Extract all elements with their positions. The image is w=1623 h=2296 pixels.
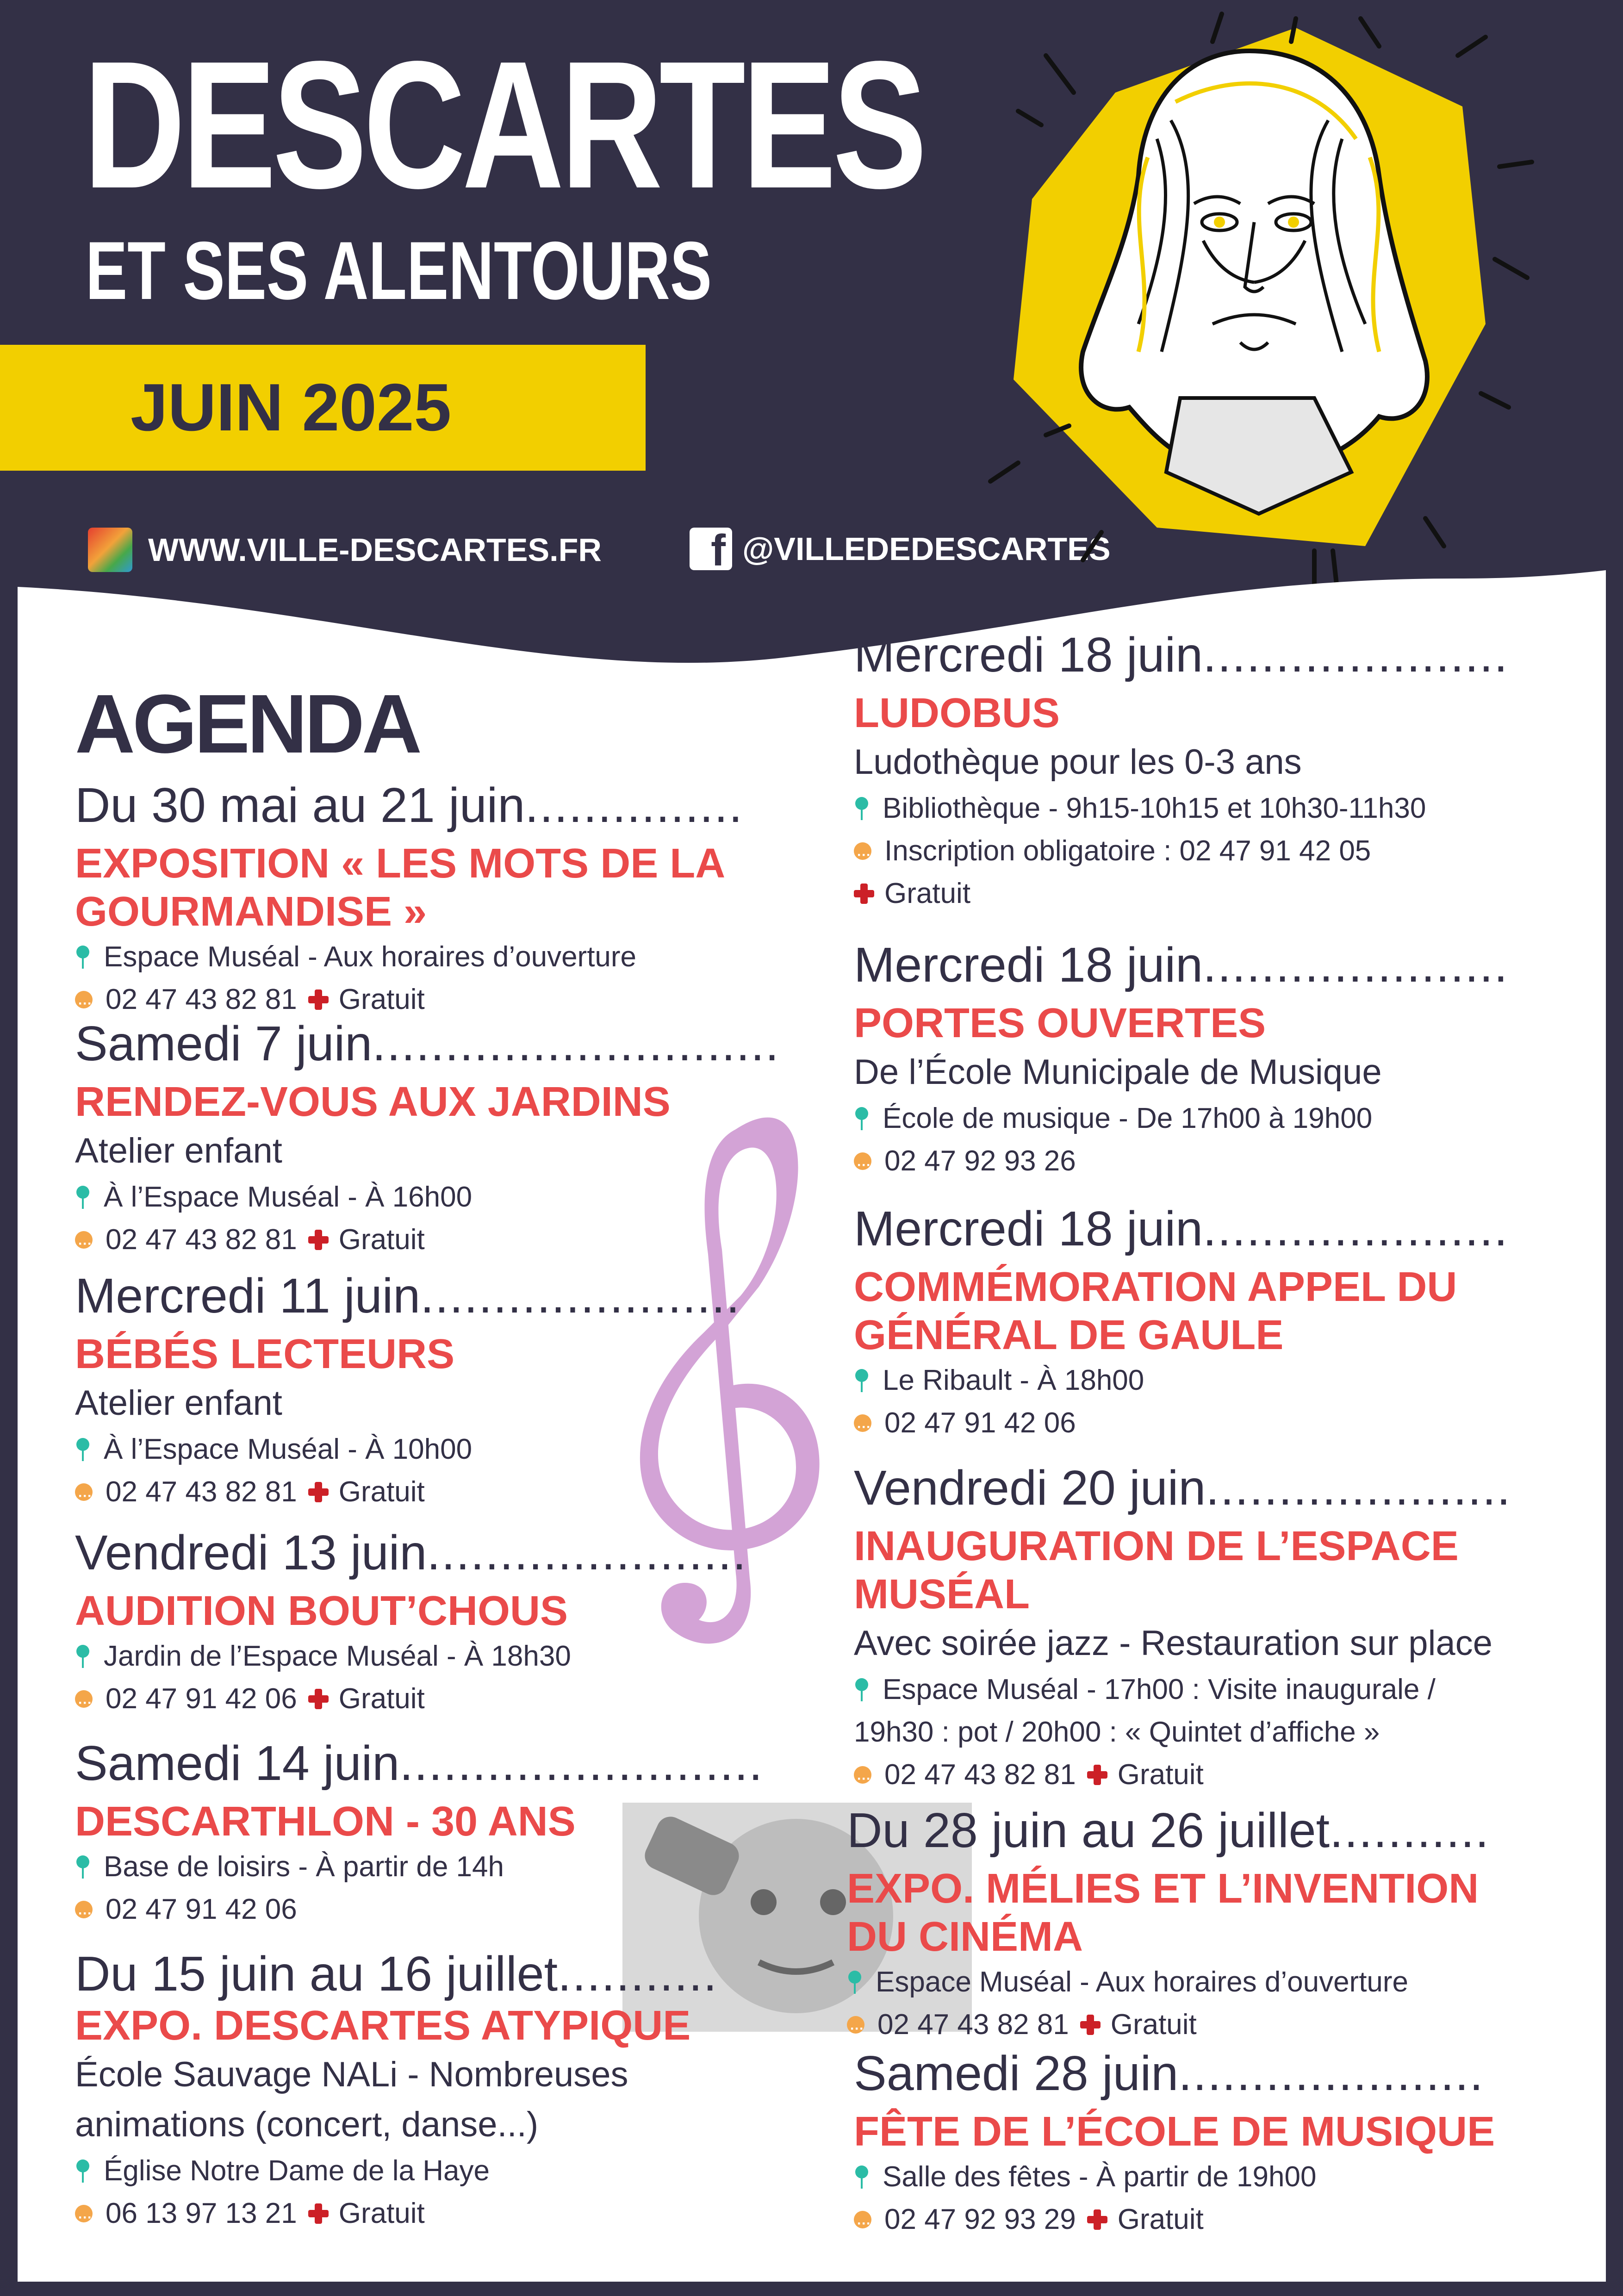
location-pin-icon — [854, 1107, 870, 1130]
event-desc: École Sauvage NALi - Nombreuses animations (concert, danse...) — [75, 2055, 628, 2144]
phone-icon — [75, 1231, 93, 1249]
event-phone: 06 13 97 13 21 — [106, 2197, 297, 2229]
location-pin-icon — [75, 1855, 91, 1879]
phone-icon — [854, 2211, 871, 2228]
event-place: Espace Muséal - Aux horaires d’ouverture — [104, 941, 637, 973]
free-cross-icon — [308, 1482, 329, 1502]
dot-leader: ..................... — [1206, 1461, 1511, 1515]
event-desc: Atelier enfant — [75, 1131, 282, 1170]
event-date: Du 28 juin au 26 juillet — [847, 1803, 1330, 1858]
event-title: BÉBÉS LECTEURS — [75, 1331, 455, 1377]
dot-leader: ...................... — [420, 1269, 741, 1323]
phone-icon — [854, 1152, 871, 1170]
phone-icon — [75, 1483, 93, 1501]
event-left-2 — [75, 1016, 815, 1261]
event-place: Salle des fêtes - À partir de 19h00 — [883, 2161, 1317, 2193]
event-date: Vendredi 13 juin — [75, 1525, 427, 1580]
event-date: Mercredi 11 juin — [75, 1269, 421, 1323]
event-left-4 — [75, 1525, 815, 1720]
event-phone: 02 47 43 82 81 — [106, 1476, 297, 1508]
event-phone: 02 47 91 42 06 — [106, 1893, 297, 1925]
event-title: LUDOBUS — [854, 690, 1060, 736]
event-phone: 02 47 91 42 06 — [884, 1407, 1076, 1439]
event-phone: 02 47 91 42 06 — [106, 1683, 297, 1715]
event-title: INAUGURATION DE L’ESPACE MUSÉAL — [854, 1523, 1459, 1618]
event-phone: 02 47 43 82 81 — [106, 983, 297, 1015]
event-place: Bibliothèque - 9h15-10h15 et 10h30-11h30 — [883, 792, 1426, 824]
location-pin-icon — [847, 1971, 863, 1994]
event-date: Samedi 28 juin — [854, 2046, 1179, 2101]
location-pin-icon — [854, 2165, 870, 2189]
phone-icon — [75, 991, 93, 1008]
location-pin-icon — [854, 1678, 870, 1701]
event-place: École de musique - De 17h00 à 19h00 — [883, 1102, 1373, 1134]
facebook-text: @VILLEDEDESCARTES — [742, 531, 1111, 567]
dot-leader: ......................... — [399, 1736, 764, 1791]
event-title: EXPO. MÉLIES ET L’INVENTION DU CINÉMA — [847, 1866, 1479, 1960]
dot-leader: ............... — [525, 778, 744, 833]
phone-icon — [854, 1766, 871, 1784]
location-pin-icon — [75, 1645, 91, 1668]
event-title: COMMÉMORATION APPEL DU GÉNÉRAL DE GAULE — [854, 1264, 1457, 1358]
event-right-6 — [854, 2046, 1594, 2241]
location-pin-icon — [75, 2159, 91, 2183]
phone-icon — [847, 2016, 864, 2034]
event-title: PORTES OUVERTES — [854, 1000, 1266, 1046]
event-desc: Atelier enfant — [75, 1383, 282, 1423]
event-date: Du 30 mai au 21 juin — [75, 778, 525, 833]
event-title: AUDITION BOUT’CHOUS — [75, 1588, 568, 1634]
free-cross-icon — [1087, 2209, 1107, 2230]
event-place: Jardin de l’Espace Muséal - À 18h30 — [104, 1640, 571, 1672]
event-free: Gratuit — [338, 1224, 425, 1256]
dot-leader: ........... — [1330, 1803, 1490, 1858]
event-title: FÊTE DE L’ÉCOLE DE MUSIQUE — [854, 2109, 1495, 2155]
event-place: Le Ribault - À 18h00 — [883, 1364, 1144, 1396]
event-phone: Inscription obligatoire : 02 47 91 42 05 — [884, 835, 1371, 867]
event-left-6 — [75, 1946, 815, 2235]
location-pin-icon — [75, 1186, 91, 1209]
page-subtitle: ET SES ALENTOURS — [86, 224, 712, 317]
event-free: Gratuit — [1117, 2203, 1204, 2235]
event-desc: Ludothèque pour les 0-3 ans — [854, 742, 1302, 782]
event-right-3 — [854, 1201, 1594, 1444]
location-pin-icon — [75, 946, 91, 969]
free-cross-icon — [854, 884, 874, 904]
event-title: RENDEZ-VOUS AUX JARDINS — [75, 1079, 671, 1125]
event-free: Gratuit — [338, 983, 425, 1015]
event-desc: Avec soirée jazz - Restauration sur place — [854, 1624, 1492, 1663]
event-place-continued: 19h30 : pot / 20h00 : « Quintet d’affiche » — [854, 1716, 1380, 1748]
website-text: WWW.VILLE-DESCARTES.FR — [148, 532, 602, 568]
event-free: Gratuit — [338, 2197, 425, 2229]
location-pin-icon — [854, 797, 870, 820]
event-left-1 — [75, 778, 815, 1021]
dot-leader: ..................... — [1203, 938, 1509, 992]
event-phone: 02 47 43 82 81 — [877, 2009, 1069, 2041]
event-desc: De l’École Municipale de Musique — [854, 1052, 1382, 1092]
event-free: Gratuit — [1117, 1759, 1204, 1791]
event-free: Gratuit — [338, 1476, 425, 1508]
event-title: EXPO. DESCARTES ATYPIQUE — [75, 2003, 691, 2049]
month-label: JUIN 2025 — [131, 370, 452, 445]
event-phone: 02 47 92 93 29 — [884, 2203, 1076, 2235]
free-cross-icon — [308, 1689, 329, 1709]
event-place: Espace Muséal - 17h00 : Visite inaugurale / — [883, 1674, 1436, 1705]
dot-leader: ............................ — [372, 1016, 780, 1071]
event-date: Mercredi 18 juin — [854, 1201, 1203, 1256]
event-place: À l’Espace Muséal - À 16h00 — [104, 1181, 473, 1213]
free-cross-icon — [308, 1230, 329, 1250]
event-place: À l’Espace Muséal - À 10h00 — [104, 1433, 473, 1465]
event-right-1 — [854, 627, 1594, 915]
location-pin-icon — [75, 1438, 91, 1461]
event-date: Vendredi 20 juin — [854, 1461, 1206, 1515]
event-title: DESCARTHLON - 30 ANS — [75, 1798, 576, 1845]
event-free: Gratuit — [884, 877, 971, 909]
dot-leader: ........... — [558, 1947, 718, 2001]
phone-icon — [75, 1690, 93, 1708]
free-cross-icon — [1080, 2015, 1101, 2035]
event-right-5 — [847, 1803, 1587, 2046]
phone-icon — [75, 1901, 93, 1918]
dot-leader: ..................... — [1203, 1201, 1509, 1256]
phone-icon — [854, 1414, 871, 1432]
location-pin-icon — [854, 1369, 870, 1392]
free-cross-icon — [1087, 1765, 1107, 1785]
event-place: Espace Muséal - Aux horaires d’ouverture — [876, 1966, 1409, 1998]
event-date: Du 15 juin au 16 juillet — [75, 1947, 558, 2001]
event-free: Gratuit — [1110, 2009, 1197, 2041]
agenda-heading: AGENDA — [75, 678, 420, 771]
event-right-4 — [854, 1460, 1594, 1796]
event-phone: 02 47 43 82 81 — [106, 1224, 297, 1256]
phone-icon — [854, 842, 871, 860]
event-phone: 02 47 92 93 26 — [884, 1145, 1076, 1177]
dot-leader: ..................... — [1203, 628, 1509, 682]
dot-leader: ...................... — [427, 1525, 747, 1580]
dot-leader: ..................... — [1178, 2046, 1484, 2101]
event-left-5 — [75, 1736, 815, 1931]
event-left-3 — [75, 1268, 815, 1513]
event-title: EXPOSITION « LES MOTS DE LA GOURMANDISE » — [75, 840, 724, 935]
event-date: Mercredi 18 juin — [854, 628, 1203, 682]
page-title: DESCARTES — [83, 24, 924, 226]
event-place: Église Notre Dame de la Haye — [104, 2155, 490, 2187]
event-phone: 02 47 43 82 81 — [884, 1759, 1076, 1791]
event-date: Mercredi 18 juin — [854, 938, 1203, 992]
event-free: Gratuit — [338, 1683, 425, 1715]
facebook-icon: f — [690, 528, 732, 570]
event-place: Base de loisirs - À partir de 14h — [104, 1851, 504, 1883]
free-cross-icon — [308, 989, 329, 1010]
event-right-2 — [854, 937, 1594, 1182]
event-date: Samedi 7 juin — [75, 1016, 373, 1071]
event-date: Samedi 14 juin — [75, 1736, 400, 1791]
free-cross-icon — [308, 2203, 329, 2224]
phone-icon — [75, 2205, 93, 2222]
